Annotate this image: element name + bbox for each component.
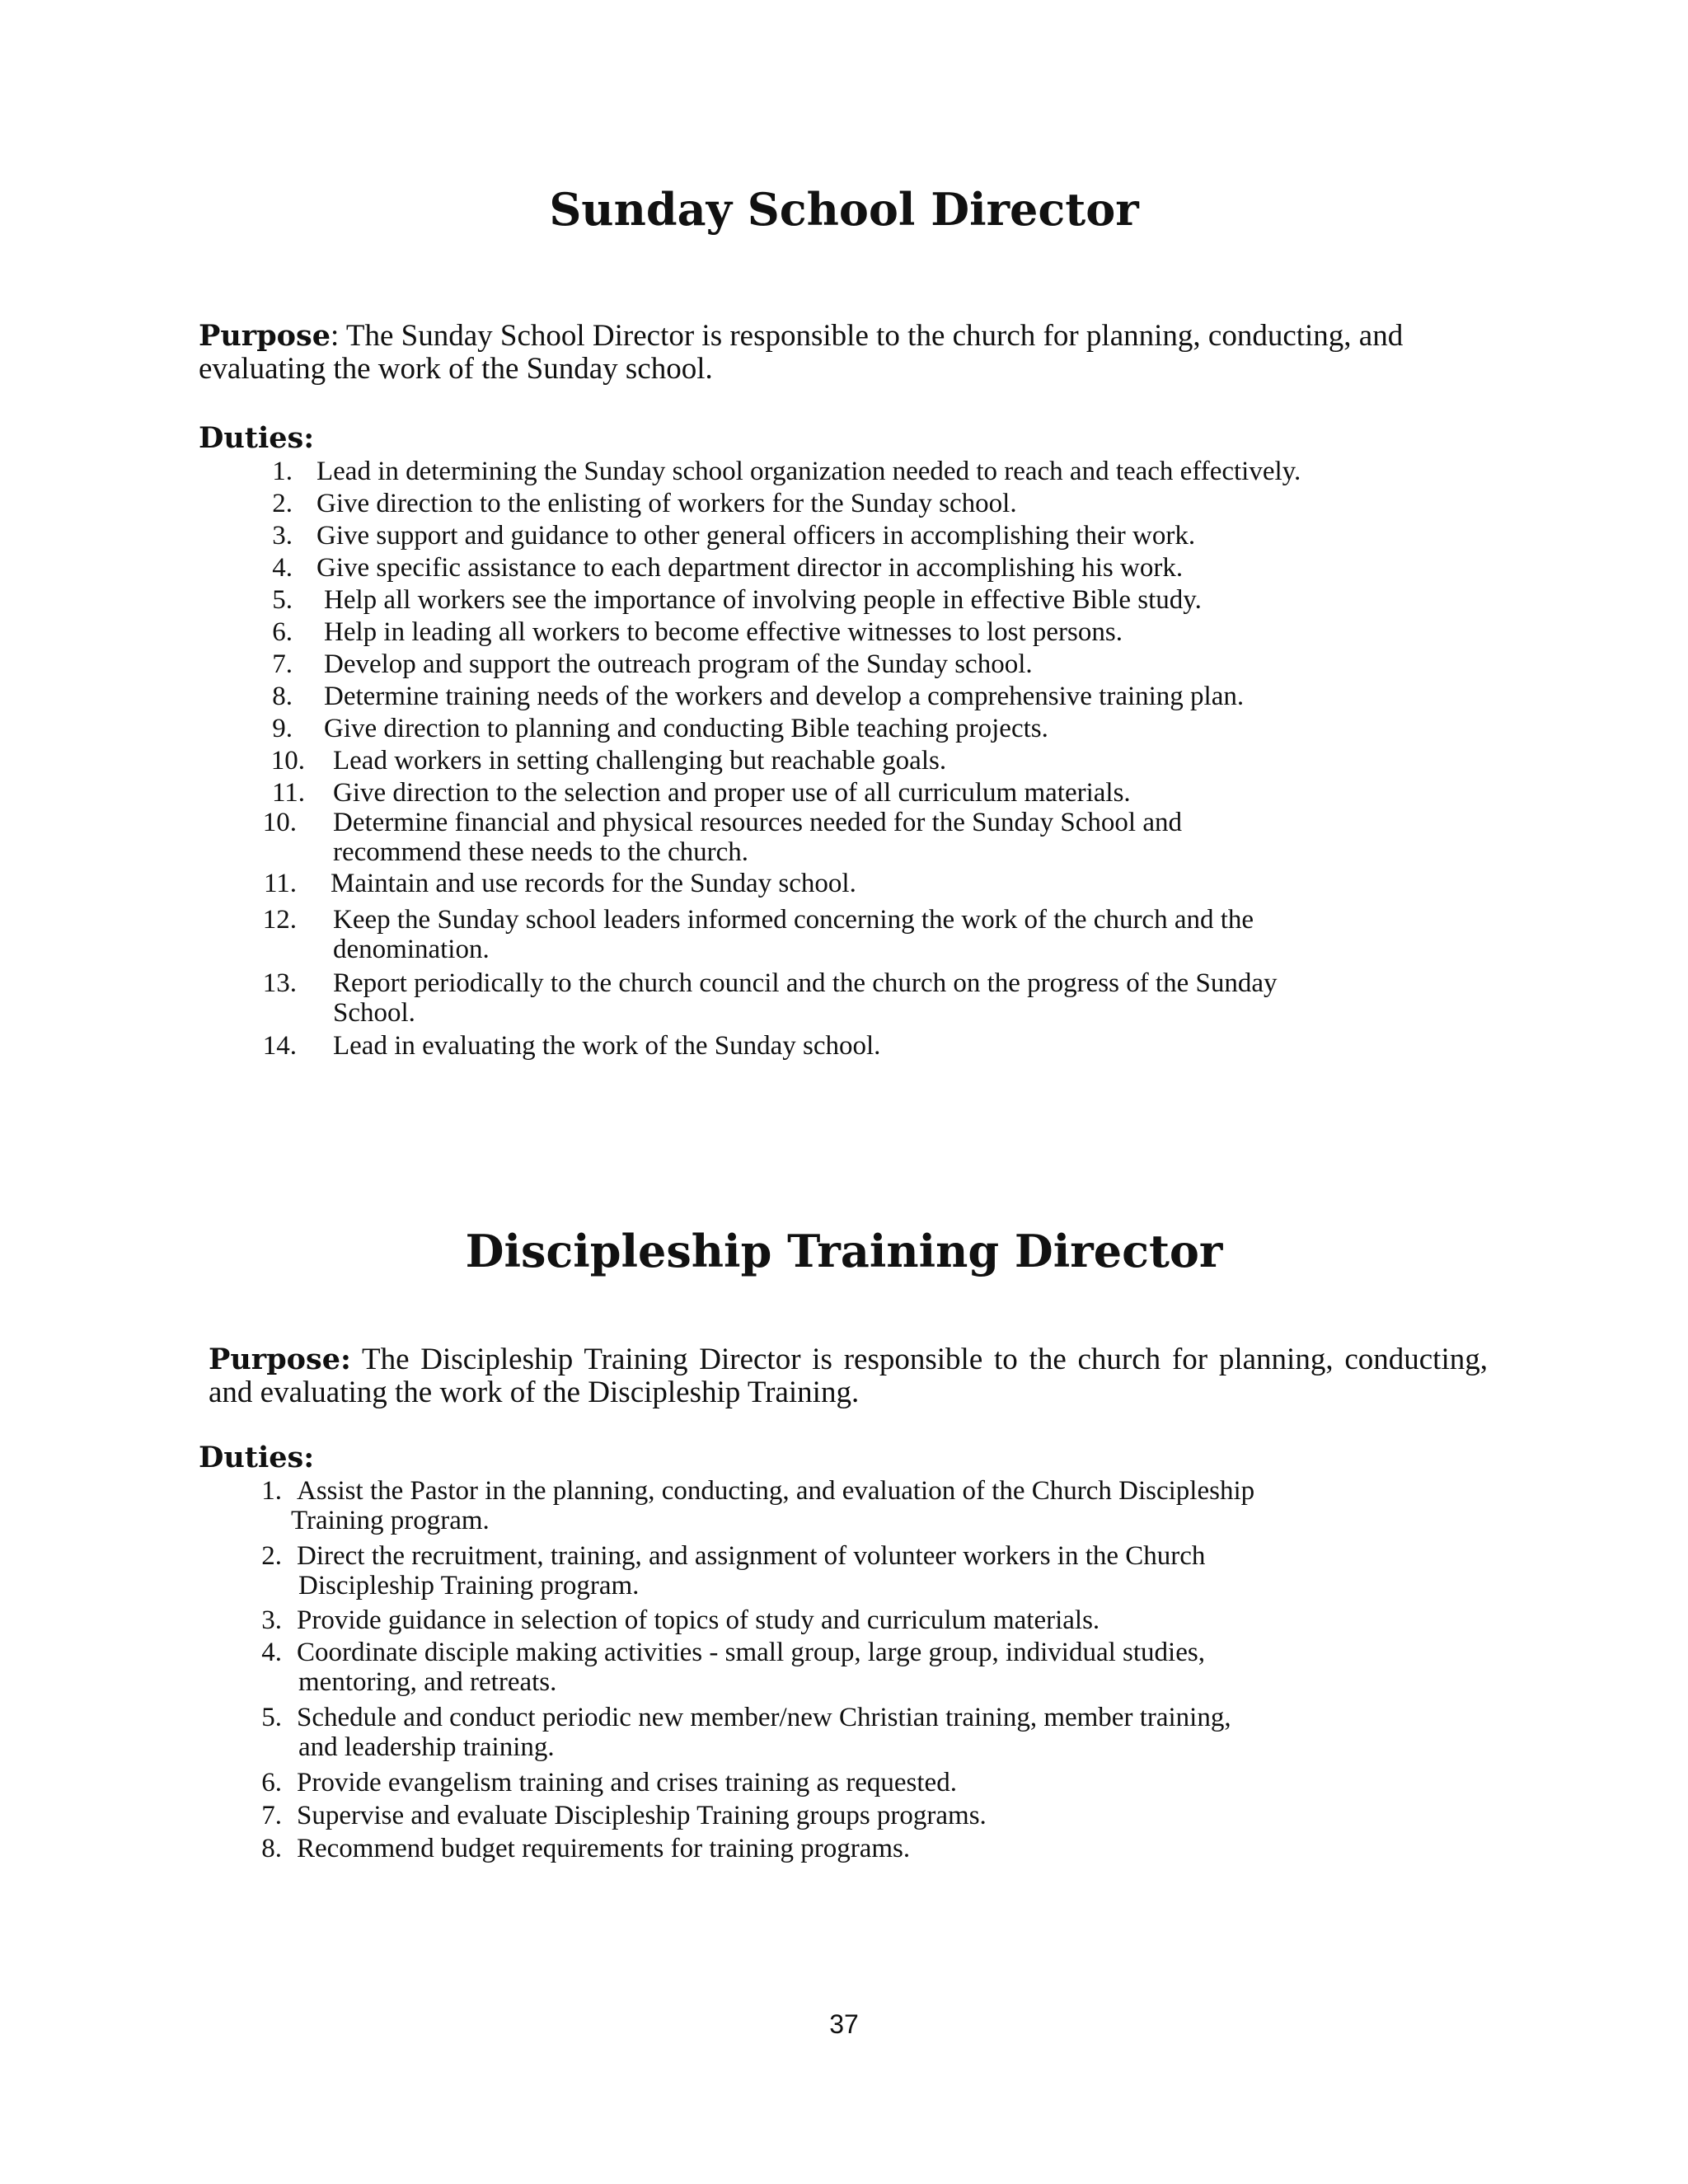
duty-text-continued: recommend these needs to the church. (333, 837, 748, 867)
duty-text: Schedule and conduct periodic new member/new Christian training, member training, (297, 1703, 1231, 1732)
duty-text: Direct the recruitment, training, and assignment of volunteer workers in the Church (297, 1541, 1206, 1571)
duty-text-continued: denomination. (333, 935, 490, 964)
section2-title: Discipleship Training Director (465, 1225, 1223, 1277)
duty-text: Give direction to the enlisting of workers for the Sunday school. (316, 489, 1017, 518)
duty-text: Lead in evaluating the work of the Sunday school. (333, 1031, 881, 1061)
duty-number: 3. (272, 521, 293, 551)
duty-number: 4. (272, 553, 293, 583)
duty-text: Maintain and use records for the Sunday school. (331, 869, 856, 898)
duty-text: Recommend budget requirements for training programs. (297, 1834, 911, 1863)
duty-text: Provide evangelism training and crises training as requested. (297, 1768, 957, 1797)
duty-number: 12. (262, 905, 297, 935)
duty-text-continued: Discipleship Training program. (298, 1571, 640, 1601)
section2-purpose (209, 1343, 1488, 1409)
duty-text: Lead workers in setting challenging but reachable goals. (333, 746, 947, 776)
duty-number: 10. (270, 746, 305, 776)
duty-text: Determine financial and physical resources needed for the Sunday School and (333, 808, 1182, 837)
duty-text: Give direction to the selection and proper use of all curriculum materials. (333, 778, 1131, 808)
duty-text-continued: and leadership training. (298, 1732, 555, 1762)
duty-text: Supervise and evaluate Discipleship Training groups programs. (297, 1801, 987, 1830)
duty-number: 9. (272, 714, 293, 743)
section1-purpose-text: : The Sunday School Director is responsible to the church for planning, conducting, and evaluating the work of the Sunday school. (199, 319, 1404, 386)
duty-number: 6. (272, 617, 293, 647)
section1-purpose-label: Purpose (199, 319, 331, 353)
duty-text: Help all workers see the importance of involving people in effective Bible study. (324, 585, 1202, 615)
section1-purpose (199, 320, 1451, 386)
duty-number: 8. (261, 1834, 282, 1863)
duty-number: 1. (272, 457, 293, 486)
section2-purpose-label: Purpose: (209, 1343, 351, 1376)
duty-number: 2. (272, 489, 293, 518)
duty-number: 6. (261, 1768, 282, 1797)
duty-number: 5. (261, 1703, 282, 1732)
duty-number: 14. (262, 1031, 297, 1061)
duty-text: Coordinate disciple making activities - small group, large group, individual studies, (297, 1638, 1205, 1667)
duty-text: Assist the Pastor in the planning, conducting, and evaluation of the Church Discipleship (297, 1476, 1255, 1506)
duty-text-continued: School. (333, 998, 415, 1028)
duty-number: 8. (272, 682, 293, 711)
duty-text: Give specific assistance to each department director in accomplishing his work. (316, 553, 1184, 583)
duty-text: Give support and guidance to other general officers in accomplishing their work. (316, 521, 1196, 551)
duty-text-continued: Training program. (291, 1506, 490, 1535)
duty-number: 3. (261, 1605, 282, 1635)
duty-number: 10. (262, 808, 297, 837)
duty-text: Report periodically to the church council and the church on the progress of the Sunday (333, 968, 1278, 998)
duty-number: 4. (261, 1638, 282, 1667)
section1-title: Sunday School Director (549, 183, 1139, 236)
duty-number: 1. (261, 1476, 282, 1506)
duty-number: 7. (261, 1801, 282, 1830)
duty-text: Provide guidance in selection of topics of study and curriculum materials. (297, 1605, 1100, 1635)
duty-text: Determine training needs of the workers and develop a comprehensive training plan. (324, 682, 1245, 711)
duty-number: 7. (272, 649, 293, 679)
duty-text: Give direction to planning and conducting Bible teaching projects. (324, 714, 1048, 743)
duty-number: 2. (261, 1541, 282, 1571)
section1-duties-heading: Duties: (199, 421, 315, 455)
duty-number: 11. (271, 778, 305, 808)
section2-duties-heading: Duties: (199, 1441, 315, 1474)
duty-text: Develop and support the outreach program of the Sunday school. (324, 649, 1033, 679)
duty-text: Keep the Sunday school leaders informed concerning the work of the church and the (333, 905, 1254, 935)
duty-text-continued: mentoring, and retreats. (298, 1667, 557, 1697)
duty-number: 13. (262, 968, 297, 998)
duty-text: Lead in determining the Sunday school organization needed to reach and teach effectively. (316, 457, 1301, 486)
section2-purpose-text: The Discipleship Training Director is responsible to the church for planning, conducting, and evaluating the work of the Discipleship Training. (209, 1343, 1488, 1409)
duty-number: 5. (272, 585, 293, 615)
page-number: 37 (829, 2009, 859, 2039)
duty-text: Help in leading all workers to become effective witnesses to lost persons. (324, 617, 1123, 647)
duty-number: 11. (263, 869, 297, 898)
